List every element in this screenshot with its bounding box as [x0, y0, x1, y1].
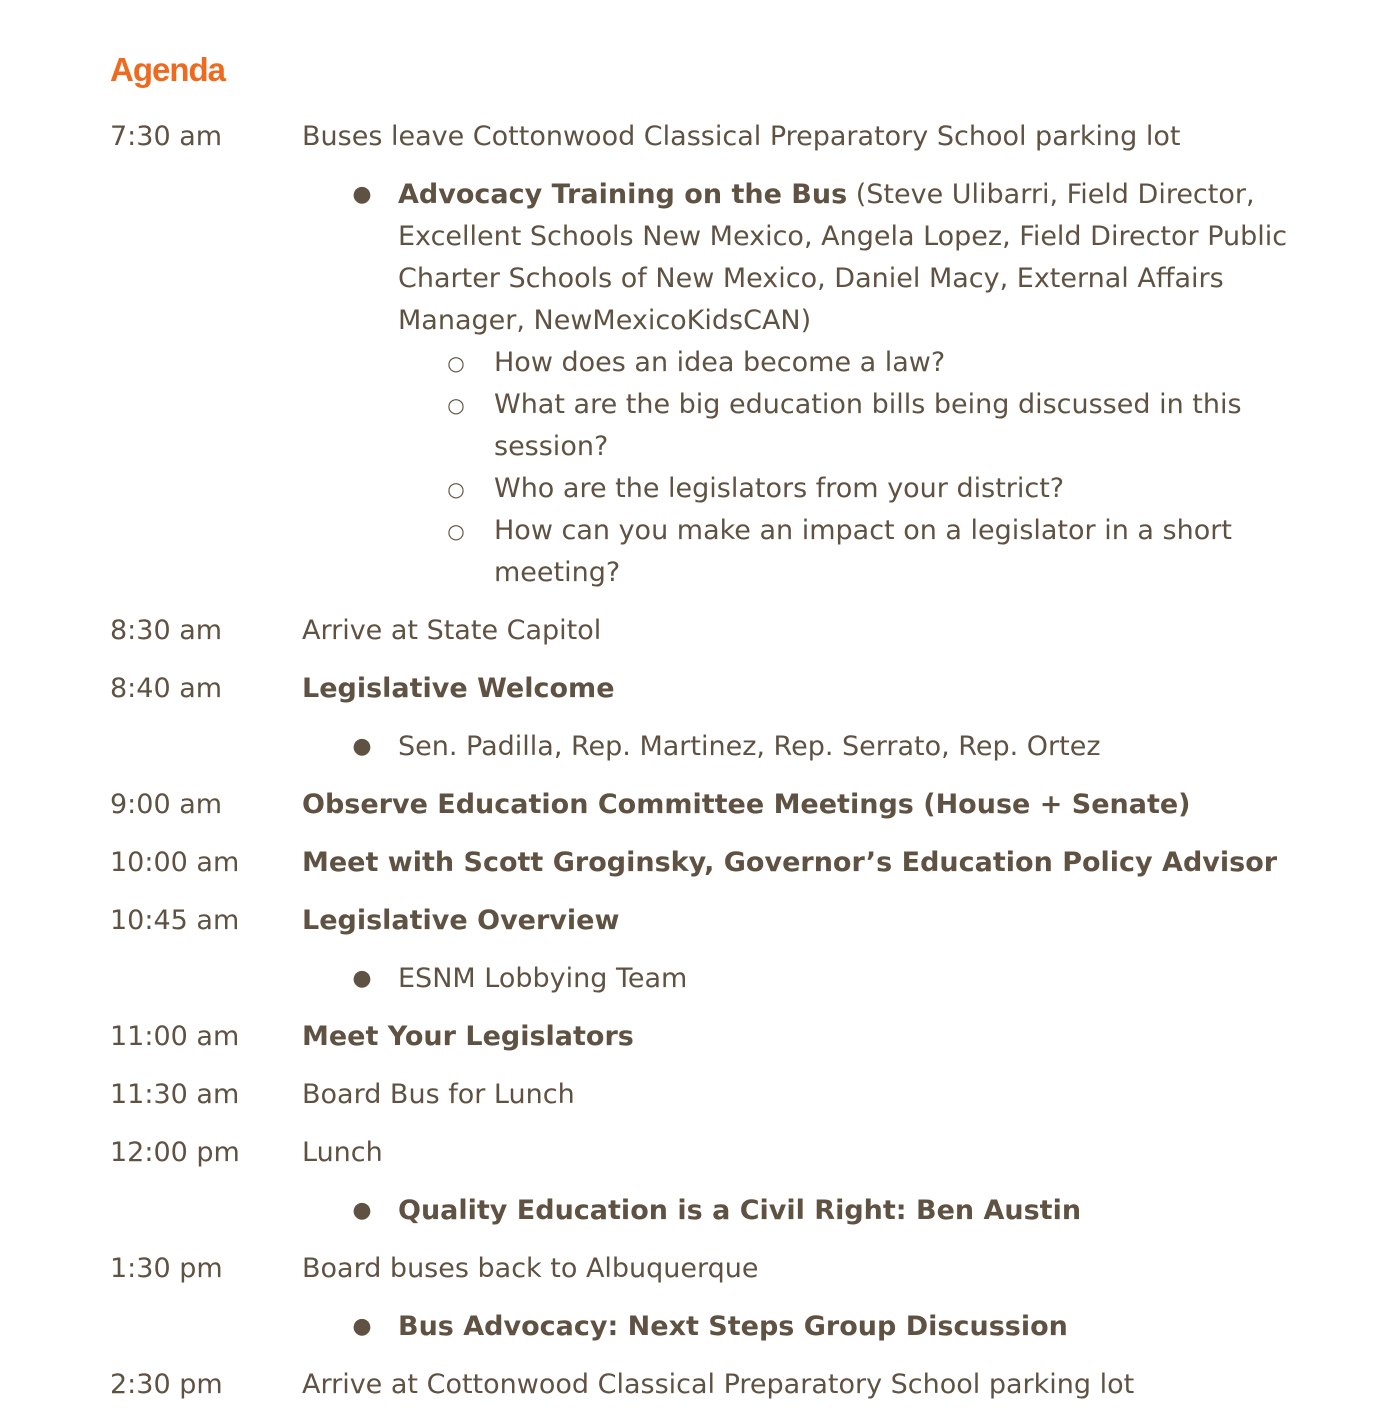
sub-bullet-circle-icon: ○: [447, 351, 465, 375]
event-label: Meet with Scott Groginsky, Governor’s Education Policy Advisor: [302, 847, 1278, 878]
event-label: Arrive at State Capitol: [302, 615, 602, 646]
bullet-dot-icon: ●: [352, 734, 372, 759]
event-label: Board Bus for Lunch: [302, 1079, 575, 1110]
time-label: 7:30 am: [110, 121, 223, 152]
overview-presenter: ESNM Lobbying Team: [398, 963, 688, 994]
event-label: Observe Education Committee Meetings (House + Senate): [302, 789, 1191, 820]
time-label: 10:00 am: [110, 847, 240, 878]
training-detail: (Steve Ulibarri, Field Director, Excellent Schools New Mexico, Angela Lopez, Field Director Public Charter Schools of New Mexico, Daniel Macy, External Affairs Manager, NewMexicoKidsCAN): [398, 179, 1288, 336]
event-label: Legislative Overview: [302, 905, 620, 936]
bullet-dot-icon: ●: [352, 966, 372, 991]
event-label: Buses leave Cottonwood Classical Preparatory School parking lot: [302, 121, 1181, 152]
question-text: How does an idea become a law?: [494, 347, 946, 378]
time-label: 8:30 am: [110, 615, 223, 646]
lunch-session: Quality Education is a Civil Right: Ben Austin: [398, 1195, 1082, 1226]
sub-bullet-circle-icon: ○: [447, 519, 465, 543]
time-label: 11:00 am: [110, 1021, 240, 1052]
sub-bullet-circle-icon: ○: [447, 393, 465, 417]
bullet-dot-icon: ●: [352, 182, 372, 207]
training-title: Advocacy Training on the Bus: [398, 179, 848, 210]
time-label: 8:40 am: [110, 673, 223, 704]
welcome-speakers: Sen. Padilla, Rep. Martinez, Rep. Serrato, Rep. Ortez: [398, 731, 1101, 762]
return-session: Bus Advocacy: Next Steps Group Discussion: [398, 1311, 1068, 1342]
agenda-title: Agenda: [110, 51, 226, 88]
event-label: Meet Your Legislators: [302, 1021, 634, 1052]
training-description: [398, 174, 1298, 342]
question-text: Who are the legislators from your district?: [494, 473, 1065, 504]
time-label: 2:30 pm: [110, 1369, 223, 1400]
question-text: What are the big education bills being discussed in this session?: [494, 389, 1242, 462]
event-label: Arrive at Cottonwood Classical Preparatory School parking lot: [302, 1369, 1135, 1400]
event-label: Board buses back to Albuquerque: [302, 1253, 759, 1284]
event-label: Legislative Welcome: [302, 673, 615, 704]
event-label: Lunch: [302, 1137, 383, 1168]
bullet-dot-icon: ●: [352, 1198, 372, 1223]
time-label: 11:30 am: [110, 1079, 240, 1110]
time-label: 1:30 pm: [110, 1253, 223, 1284]
sub-bullet-circle-icon: ○: [447, 477, 465, 501]
time-label: 12:00 pm: [110, 1137, 240, 1168]
bullet-dot-icon: ●: [352, 1314, 372, 1339]
time-label: 10:45 am: [110, 905, 240, 936]
question-text: How can you make an impact on a legislator in a short meeting?: [494, 515, 1232, 588]
time-label: 9:00 am: [110, 789, 223, 820]
